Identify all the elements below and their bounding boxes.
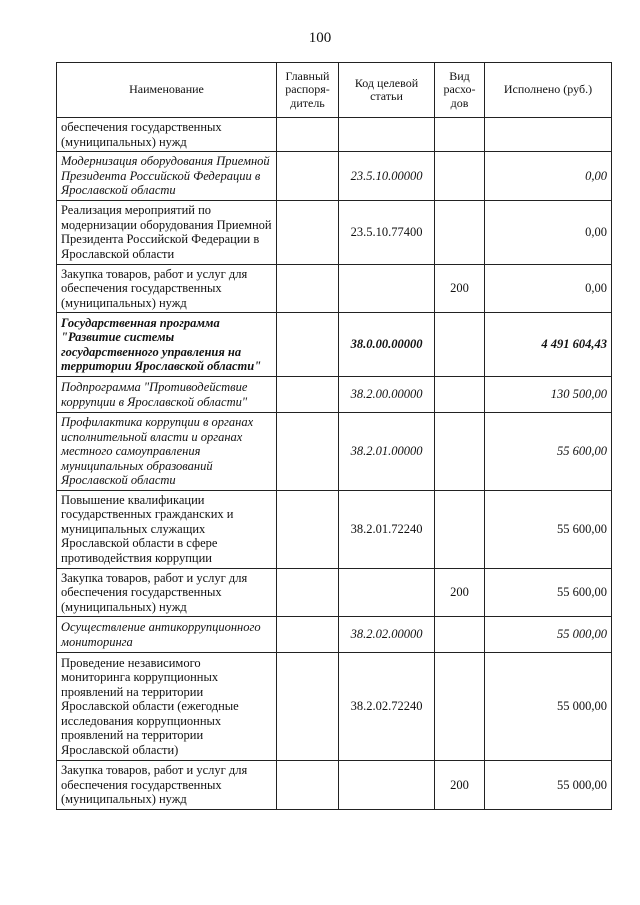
row-amount-cell: 0,00: [485, 264, 612, 313]
header-code: Код целевой статьи: [339, 63, 435, 118]
header-kind: Вид расхо-дов: [435, 63, 485, 118]
row-admin-cell: [277, 413, 339, 491]
row-code-cell: 38.2.02.00000: [339, 617, 435, 653]
row-name-cell: Проведение независимого мониторинга коррупционных проявлений на территории Ярославской области (ежегодные исследования коррупционных проявлений на территории Ярославской области): [57, 653, 277, 761]
row-admin-cell: [277, 653, 339, 761]
row-code-cell: 38.2.02.72240: [339, 653, 435, 761]
page-number: 100: [308, 30, 332, 46]
row-code-cell: [339, 568, 435, 617]
row-amount-cell: 4 491 604,43: [485, 313, 612, 377]
row-kind-cell: [435, 313, 485, 377]
table-header-row: [57, 63, 612, 118]
row-code-cell: 38.2.01.00000: [339, 413, 435, 491]
row-admin-cell: [277, 761, 339, 810]
row-kind-cell: [435, 377, 485, 413]
table-row: [57, 152, 612, 201]
row-name-cell: Государственная программа "Развитие системы государственного управления на территории Ярославской области": [57, 313, 277, 377]
row-amount-cell: 0,00: [485, 200, 612, 264]
row-kind-cell: [435, 617, 485, 653]
header-amount: Исполнено (руб.): [485, 63, 612, 118]
row-kind-cell: [435, 413, 485, 491]
row-code-cell: 38.2.00.00000: [339, 377, 435, 413]
row-code-cell: [339, 761, 435, 810]
row-kind-cell: [435, 490, 485, 568]
row-kind-cell: [435, 118, 485, 152]
row-amount-cell: 55 000,00: [485, 653, 612, 761]
row-amount-cell: [485, 118, 612, 152]
row-admin-cell: [277, 200, 339, 264]
row-kind-cell: 200: [435, 568, 485, 617]
row-name-cell: Закупка товаров, работ и услуг для обеспечения государственных (муниципальных) нужд: [57, 264, 277, 313]
header-name: Наименование: [57, 63, 277, 118]
table-row: [57, 617, 612, 653]
row-kind-cell: 200: [435, 264, 485, 313]
row-kind-cell: [435, 152, 485, 201]
row-kind-cell: [435, 200, 485, 264]
row-code-cell: 38.2.01.72240: [339, 490, 435, 568]
table-row: [57, 490, 612, 568]
table-body: [57, 118, 612, 810]
row-name-cell: Закупка товаров, работ и услуг для обеспечения государственных (муниципальных) нужд: [57, 761, 277, 810]
row-code-cell: [339, 118, 435, 152]
row-name-cell: Закупка товаров, работ и услуг для обеспечения государственных (муниципальных) нужд: [57, 568, 277, 617]
row-name-cell: Подпрограмма "Противодействие коррупции в Ярославской области": [57, 377, 277, 413]
header-admin: Главный распоря-дитель: [277, 63, 339, 118]
table-row: [57, 653, 612, 761]
row-code-cell: 23.5.10.77400: [339, 200, 435, 264]
table-row: [57, 761, 612, 810]
row-name-cell: Модернизация оборудования Приемной Президента Российской Федерации в Ярославской области: [57, 152, 277, 201]
row-amount-cell: 55 600,00: [485, 413, 612, 491]
row-amount-cell: 55 000,00: [485, 761, 612, 810]
row-kind-cell: [435, 653, 485, 761]
row-name-cell: Реализация мероприятий по модернизации оборудования Приемной Президента Российской Федерации в Ярославской области: [57, 200, 277, 264]
row-code-cell: [339, 264, 435, 313]
row-admin-cell: [277, 617, 339, 653]
table-row: [57, 200, 612, 264]
row-admin-cell: [277, 568, 339, 617]
table-row: [57, 377, 612, 413]
row-admin-cell: [277, 118, 339, 152]
table-row: [57, 264, 612, 313]
row-admin-cell: [277, 152, 339, 201]
row-amount-cell: 130 500,00: [485, 377, 612, 413]
budget-execution-table: [56, 62, 612, 810]
table-row: [57, 313, 612, 377]
table-row: [57, 568, 612, 617]
row-admin-cell: [277, 313, 339, 377]
row-amount-cell: 0,00: [485, 152, 612, 201]
row-name-cell: обеспечения государственных (муниципальных) нужд: [57, 118, 277, 152]
row-name-cell: Осуществление антикоррупционного мониторинга: [57, 617, 277, 653]
row-name-cell: Повышение квалификации государственных гражданских и муниципальных служащих Ярославской области в сфере противодействия коррупции: [57, 490, 277, 568]
row-admin-cell: [277, 264, 339, 313]
row-name-cell: Профилактика коррупции в органах исполнительной власти и органах местного самоуправления муниципальных образований Ярославской области: [57, 413, 277, 491]
row-amount-cell: 55 000,00: [485, 617, 612, 653]
table-row: [57, 413, 612, 491]
row-kind-cell: 200: [435, 761, 485, 810]
row-admin-cell: [277, 490, 339, 568]
row-amount-cell: 55 600,00: [485, 490, 612, 568]
row-amount-cell: 55 600,00: [485, 568, 612, 617]
row-code-cell: 23.5.10.00000: [339, 152, 435, 201]
table-row: [57, 118, 612, 152]
row-code-cell: 38.0.00.00000: [339, 313, 435, 377]
row-admin-cell: [277, 377, 339, 413]
